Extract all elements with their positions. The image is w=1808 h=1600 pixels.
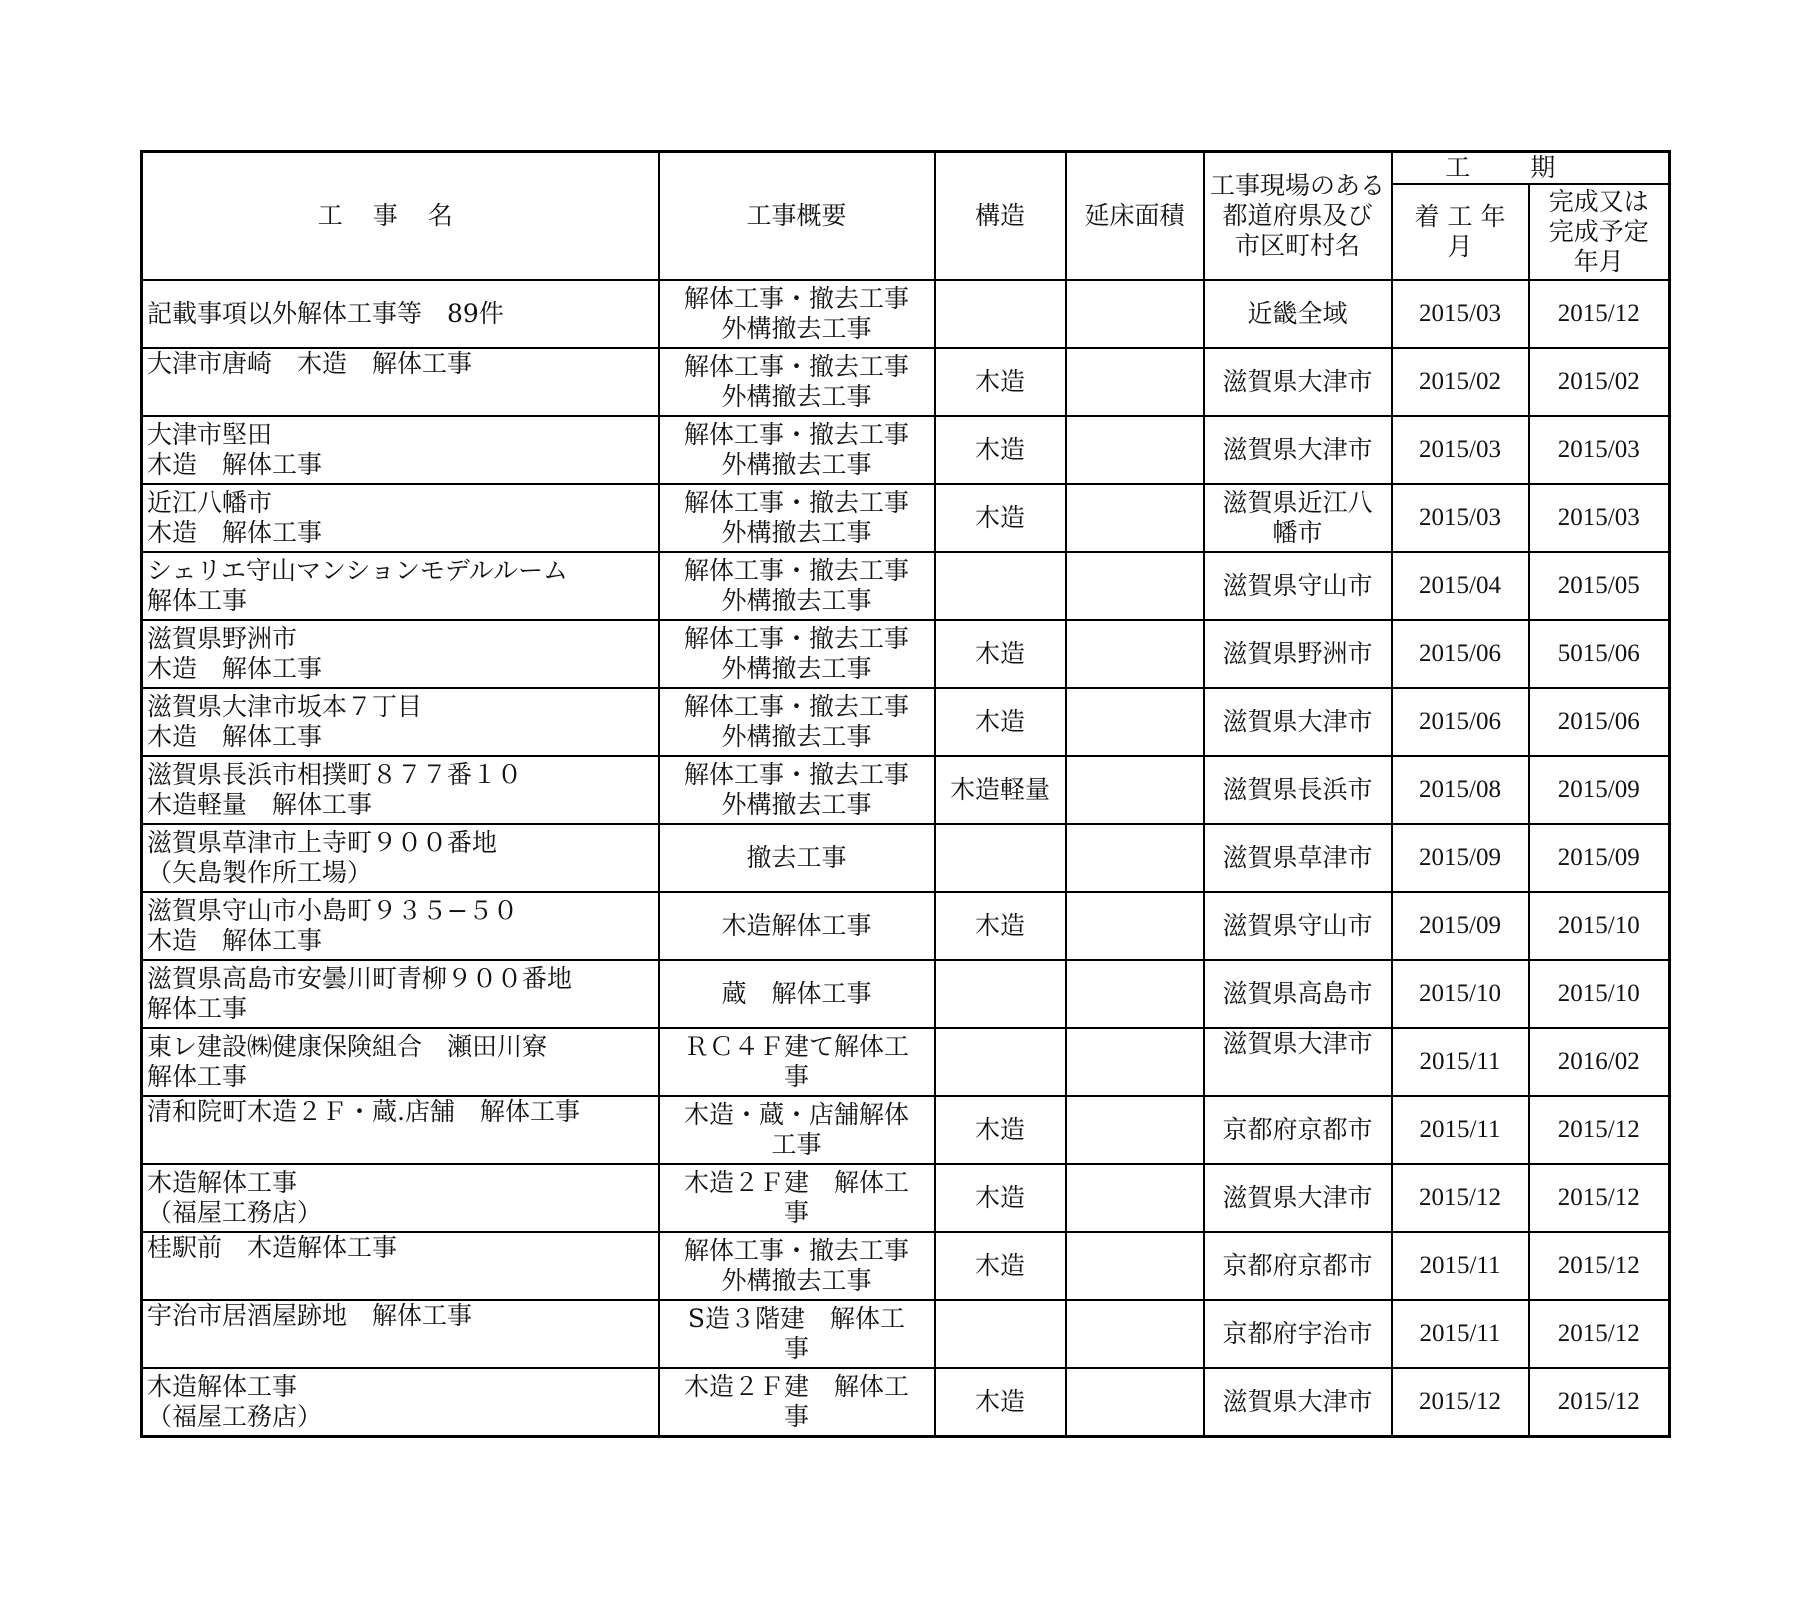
cell-completion-date: 2015/12 xyxy=(1529,1164,1670,1232)
cell-overview: 解体工事・撤去工事 外構撤去工事 xyxy=(659,620,935,688)
cell-structure: 木造 xyxy=(935,1096,1066,1164)
cell-location: 京都府宇治市 xyxy=(1204,1300,1392,1368)
table-row xyxy=(142,688,1670,756)
cell-location: 滋賀県守山市 xyxy=(1204,552,1392,620)
cell-overview: S造３階建 解体工 事 xyxy=(659,1300,935,1368)
cell-completion-date: 2015/12 xyxy=(1529,280,1670,348)
table-row xyxy=(142,960,1670,1028)
cell-location: 滋賀県高島市 xyxy=(1204,960,1392,1028)
cell-project-name: 桂駅前 木造解体工事 xyxy=(142,1232,659,1300)
cell-location: 京都府京都市 xyxy=(1204,1232,1392,1300)
cell-start-date: 2015/03 xyxy=(1392,280,1529,348)
table-row xyxy=(142,1232,1670,1300)
table-row xyxy=(142,756,1670,824)
cell-location: 近畿全域 xyxy=(1204,280,1392,348)
cell-start-date: 2015/12 xyxy=(1392,1164,1529,1232)
table-row xyxy=(142,552,1670,620)
cell-location: 滋賀県近江八 幡市 xyxy=(1204,484,1392,552)
cell-location: 滋賀県大津市 xyxy=(1204,416,1392,484)
cell-structure xyxy=(935,1300,1066,1368)
cell-overview: 解体工事・撤去工事 外構撤去工事 xyxy=(659,756,935,824)
header-name: 工事名 xyxy=(142,152,659,281)
cell-location: 滋賀県草津市 xyxy=(1204,824,1392,892)
table-row xyxy=(142,484,1670,552)
cell-structure xyxy=(935,552,1066,620)
cell-location: 滋賀県大津市 xyxy=(1204,688,1392,756)
table-row xyxy=(142,892,1670,960)
cell-completion-date: 2015/05 xyxy=(1529,552,1670,620)
cell-completion-date: 2016/02 xyxy=(1529,1028,1670,1096)
cell-start-date: 2015/03 xyxy=(1392,484,1529,552)
cell-floor-area xyxy=(1066,892,1204,960)
cell-location: 滋賀県長浜市 xyxy=(1204,756,1392,824)
cell-structure: 木造 xyxy=(935,416,1066,484)
cell-overview: 解体工事・撤去工事 外構撤去工事 xyxy=(659,280,935,348)
cell-location: 滋賀県野洲市 xyxy=(1204,620,1392,688)
cell-floor-area xyxy=(1066,552,1204,620)
cell-start-date: 2015/06 xyxy=(1392,620,1529,688)
cell-start-date: 2015/03 xyxy=(1392,416,1529,484)
header-overview: 工事概要 xyxy=(659,152,935,281)
cell-project-name: 近江八幡市 木造 解体工事 xyxy=(142,484,659,552)
cell-structure: 木造軽量 xyxy=(935,756,1066,824)
cell-completion-date: 2015/12 xyxy=(1529,1300,1670,1368)
cell-floor-area xyxy=(1066,960,1204,1028)
cell-project-name: 東レ建設㈱健康保険組合 瀬田川寮 解体工事 xyxy=(142,1028,659,1096)
cell-completion-date: 2015/09 xyxy=(1529,824,1670,892)
cell-location: 滋賀県大津市 xyxy=(1204,1368,1392,1436)
cell-floor-area xyxy=(1066,1232,1204,1300)
cell-completion-date: 2015/10 xyxy=(1529,960,1670,1028)
cell-start-date: 2015/11 xyxy=(1392,1028,1529,1096)
cell-floor-area xyxy=(1066,1096,1204,1164)
cell-start-date: 2015/09 xyxy=(1392,824,1529,892)
cell-overview: 解体工事・撤去工事 外構撤去工事 xyxy=(659,1232,935,1300)
cell-location: 京都府京都市 xyxy=(1204,1096,1392,1164)
cell-start-date: 2015/02 xyxy=(1392,348,1529,416)
cell-completion-date: 2015/12 xyxy=(1529,1096,1670,1164)
header-floor-area: 延床面積 xyxy=(1066,152,1204,281)
cell-floor-area xyxy=(1066,1368,1204,1436)
table-row xyxy=(142,1300,1670,1368)
cell-project-name: 木造解体工事 （福屋工務店） xyxy=(142,1164,659,1232)
table-row xyxy=(142,1368,1670,1436)
cell-floor-area xyxy=(1066,620,1204,688)
cell-project-name: 滋賀県草津市上寺町９００番地 （矢島製作所工場） xyxy=(142,824,659,892)
header-location: 工事現場のある都道府県及び 市区町村名 xyxy=(1204,152,1392,281)
cell-completion-date: 2015/12 xyxy=(1529,1368,1670,1436)
cell-structure: 木造 xyxy=(935,620,1066,688)
cell-project-name: シェリエ守山マンションモデルルーム 解体工事 xyxy=(142,552,659,620)
header-row-1 xyxy=(142,152,1670,185)
cell-overview: 木造２Ｆ建 解体工 事 xyxy=(659,1164,935,1232)
cell-project-name: 滋賀県守山市小島町９３５−５０ 木造 解体工事 xyxy=(142,892,659,960)
cell-completion-date: 2015/03 xyxy=(1529,416,1670,484)
cell-completion-date: 2015/09 xyxy=(1529,756,1670,824)
cell-completion-date: 2015/06 xyxy=(1529,688,1670,756)
cell-project-name: 大津市堅田 木造 解体工事 xyxy=(142,416,659,484)
cell-completion-date: 2015/12 xyxy=(1529,1232,1670,1300)
cell-overview: 解体工事・撤去工事 外構撤去工事 xyxy=(659,484,935,552)
cell-floor-area xyxy=(1066,688,1204,756)
cell-overview: 木造・蔵・店舗解体 工事 xyxy=(659,1096,935,1164)
cell-project-name: 滋賀県高島市安曇川町青柳９００番地 解体工事 xyxy=(142,960,659,1028)
cell-project-name: 清和院町木造２Ｆ・蔵.店舗 解体工事 xyxy=(142,1096,659,1164)
cell-floor-area xyxy=(1066,416,1204,484)
cell-completion-date: 2015/10 xyxy=(1529,892,1670,960)
cell-start-date: 2015/11 xyxy=(1392,1300,1529,1368)
table-row xyxy=(142,348,1670,416)
table-row xyxy=(142,416,1670,484)
cell-structure xyxy=(935,1028,1066,1096)
construction-record-table xyxy=(140,150,1671,1438)
cell-project-name: 記載事項以外解体工事等 89件 xyxy=(142,280,659,348)
cell-structure: 木造 xyxy=(935,1368,1066,1436)
cell-overview: 解体工事・撤去工事 外構撤去工事 xyxy=(659,348,935,416)
cell-location: 滋賀県守山市 xyxy=(1204,892,1392,960)
cell-structure: 木造 xyxy=(935,1232,1066,1300)
cell-floor-area xyxy=(1066,1028,1204,1096)
cell-completion-date: 2015/03 xyxy=(1529,484,1670,552)
cell-completion-date: 5015/06 xyxy=(1529,620,1670,688)
cell-structure xyxy=(935,960,1066,1028)
cell-floor-area xyxy=(1066,280,1204,348)
cell-start-date: 2015/08 xyxy=(1392,756,1529,824)
table-row xyxy=(142,824,1670,892)
cell-structure: 木造 xyxy=(935,348,1066,416)
cell-start-date: 2015/12 xyxy=(1392,1368,1529,1436)
cell-structure: 木造 xyxy=(935,1164,1066,1232)
cell-start-date: 2015/11 xyxy=(1392,1096,1529,1164)
header-period: 工期 xyxy=(1392,152,1670,185)
cell-location: 滋賀県大津市 xyxy=(1204,348,1392,416)
cell-project-name: 宇治市居酒屋跡地 解体工事 xyxy=(142,1300,659,1368)
cell-floor-area xyxy=(1066,1300,1204,1368)
cell-location: 滋賀県大津市 xyxy=(1204,1028,1392,1096)
header-start: 着 工 年 月 xyxy=(1392,184,1529,280)
cell-start-date: 2015/11 xyxy=(1392,1232,1529,1300)
cell-floor-area xyxy=(1066,348,1204,416)
header-structure: 構造 xyxy=(935,152,1066,281)
cell-structure: 木造 xyxy=(935,892,1066,960)
cell-structure xyxy=(935,824,1066,892)
cell-start-date: 2015/09 xyxy=(1392,892,1529,960)
cell-structure xyxy=(935,280,1066,348)
cell-location: 滋賀県大津市 xyxy=(1204,1164,1392,1232)
cell-project-name: 滋賀県大津市坂本７丁目 木造 解体工事 xyxy=(142,688,659,756)
cell-overview: 撤去工事 xyxy=(659,824,935,892)
cell-floor-area xyxy=(1066,756,1204,824)
cell-project-name: 滋賀県長浜市相撲町８７７番１０ 木造軽量 解体工事 xyxy=(142,756,659,824)
cell-start-date: 2015/04 xyxy=(1392,552,1529,620)
cell-floor-area xyxy=(1066,824,1204,892)
table-row xyxy=(142,620,1670,688)
table-row xyxy=(142,1096,1670,1164)
cell-completion-date: 2015/02 xyxy=(1529,348,1670,416)
table-row xyxy=(142,280,1670,348)
cell-project-name: 木造解体工事 （福屋工務店） xyxy=(142,1368,659,1436)
cell-start-date: 2015/06 xyxy=(1392,688,1529,756)
cell-overview: 木造解体工事 xyxy=(659,892,935,960)
cell-floor-area xyxy=(1066,484,1204,552)
table-row xyxy=(142,1028,1670,1096)
cell-project-name: 大津市唐崎 木造 解体工事 xyxy=(142,348,659,416)
header-completion: 完成又は 完成予定 年月 xyxy=(1529,184,1670,280)
cell-start-date: 2015/10 xyxy=(1392,960,1529,1028)
table-row xyxy=(142,1164,1670,1232)
cell-project-name: 滋賀県野洲市 木造 解体工事 xyxy=(142,620,659,688)
cell-overview: 解体工事・撤去工事 外構撤去工事 xyxy=(659,688,935,756)
cell-structure: 木造 xyxy=(935,688,1066,756)
cell-overview: 蔵 解体工事 xyxy=(659,960,935,1028)
cell-overview: ＲＣ４Ｆ建て解体工 事 xyxy=(659,1028,935,1096)
cell-floor-area xyxy=(1066,1164,1204,1232)
cell-overview: 木造２Ｆ建 解体工 事 xyxy=(659,1368,935,1436)
cell-overview: 解体工事・撤去工事 外構撤去工事 xyxy=(659,552,935,620)
cell-structure: 木造 xyxy=(935,484,1066,552)
cell-overview: 解体工事・撤去工事 外構撤去工事 xyxy=(659,416,935,484)
